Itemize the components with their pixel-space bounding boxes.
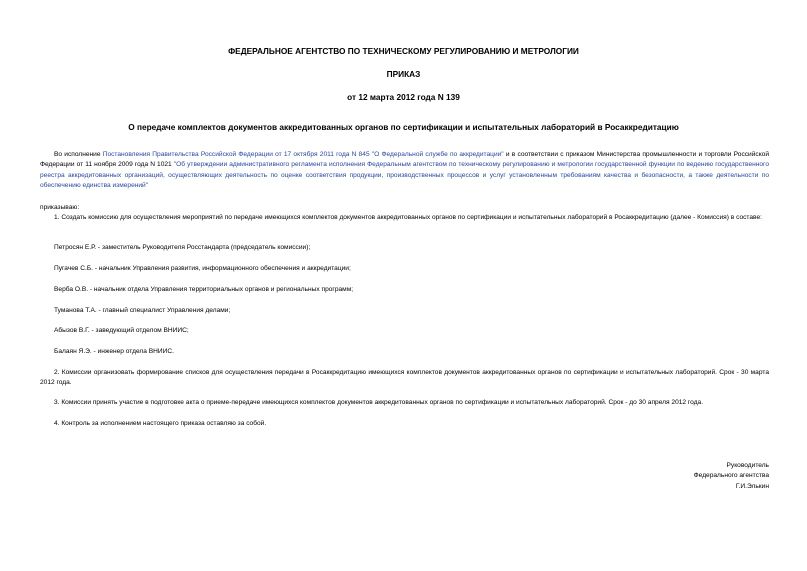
regulation-link[interactable]: "Об утверждении административного регламента исполнения Федеральным агентством по техническому регулированию и метрологии государственной функции по ведению государственного реестра аккредитованных организаций, осуществляющих деятельность по оценке соответствия продукции, производственных процессов и услуг установленным требованиям качества и безопасности, а также деятельности по обеспечению единства измерений" bbox=[40, 161, 769, 189]
order-word: приказываю: bbox=[40, 204, 80, 211]
doc-type-title: ПРИКАЗ bbox=[386, 69, 421, 79]
decree-845-link[interactable]: Постановления Правительства Российской Федерации от 17 октября 2011 года N 845 "О Федеральной службе по аккредитации" bbox=[102, 151, 504, 158]
signatory-name: Г.И.Элькин bbox=[735, 482, 769, 490]
commission-member: Петросян Е.Р. - заместитель Руководителя Росстандарта (председатель комиссии); bbox=[54, 244, 311, 251]
signatory-title-line1: Руководитель bbox=[726, 462, 769, 469]
order-item-2: 2. Комиссии организовать формирование списков для осуществления передачи в Росаккредитацию имеющихся комплектов документов аккредитованных органов по сертификации и испытательных лабораторий. Срок - 30 марта 2012 года. bbox=[40, 369, 769, 387]
order-item-1: 1. Создать комиссию для осуществления мероприятий по передаче имеющихся комплектов документов аккредитованных органов по сертификации и испытательных лабораторий в Росаккредитацию (далее - Комиссия) в составе: bbox=[54, 214, 762, 221]
signatory-title-line2: Федерального агентства bbox=[693, 472, 769, 480]
commission-member: Туманова Т.А. - главный специалист Управления делами; bbox=[54, 307, 231, 314]
preamble-lead: Во исполнение bbox=[54, 151, 103, 158]
order-item-3: 3. Комиссии принять участие в подготовке акта о приеме-передаче имеющихся комплектов документов аккредитованных органов по сертификации и испытательных лабораторий. Срок - до 30 апреля 2012 года. bbox=[54, 399, 704, 406]
signature-block bbox=[694, 461, 769, 492]
agency-title: ФЕДЕРАЛЬНОЕ АГЕНТСТВО ПО ТЕХНИЧЕСКОМУ РЕГУЛИРОВАНИЮ И МЕТРОЛОГИИ bbox=[228, 46, 579, 56]
order-item-4: 4. Контроль за исполнением настоящего приказа оставляю за собой. bbox=[54, 420, 267, 427]
preamble-paragraph bbox=[40, 150, 769, 191]
commission-member: Абызов В.Г. - заведующий отделом ВНИИС; bbox=[54, 327, 189, 334]
commission-member: Пугачев С.Б. - начальник Управления развития, информационного обеспечения и аккредитации; bbox=[54, 265, 351, 272]
commission-member: Балаян Я.Э. - инженер отдела ВНИИС. bbox=[54, 348, 174, 355]
preamble-mid: и в соответствии с приказом Министерства промышленности и торговли Российской Федерации от 11 ноября 2009 года N 1021 bbox=[40, 151, 770, 169]
commission-member: Верба О.В. - начальник отдела Управления территориальных органов и региональных программ; bbox=[54, 286, 354, 293]
order-subject: О передаче комплектов документов аккредитованных органов по сертификации и испытательных лабораторий в Росаккредитацию bbox=[128, 122, 679, 132]
date-number: от 12 марта 2012 года N 139 bbox=[347, 92, 460, 102]
